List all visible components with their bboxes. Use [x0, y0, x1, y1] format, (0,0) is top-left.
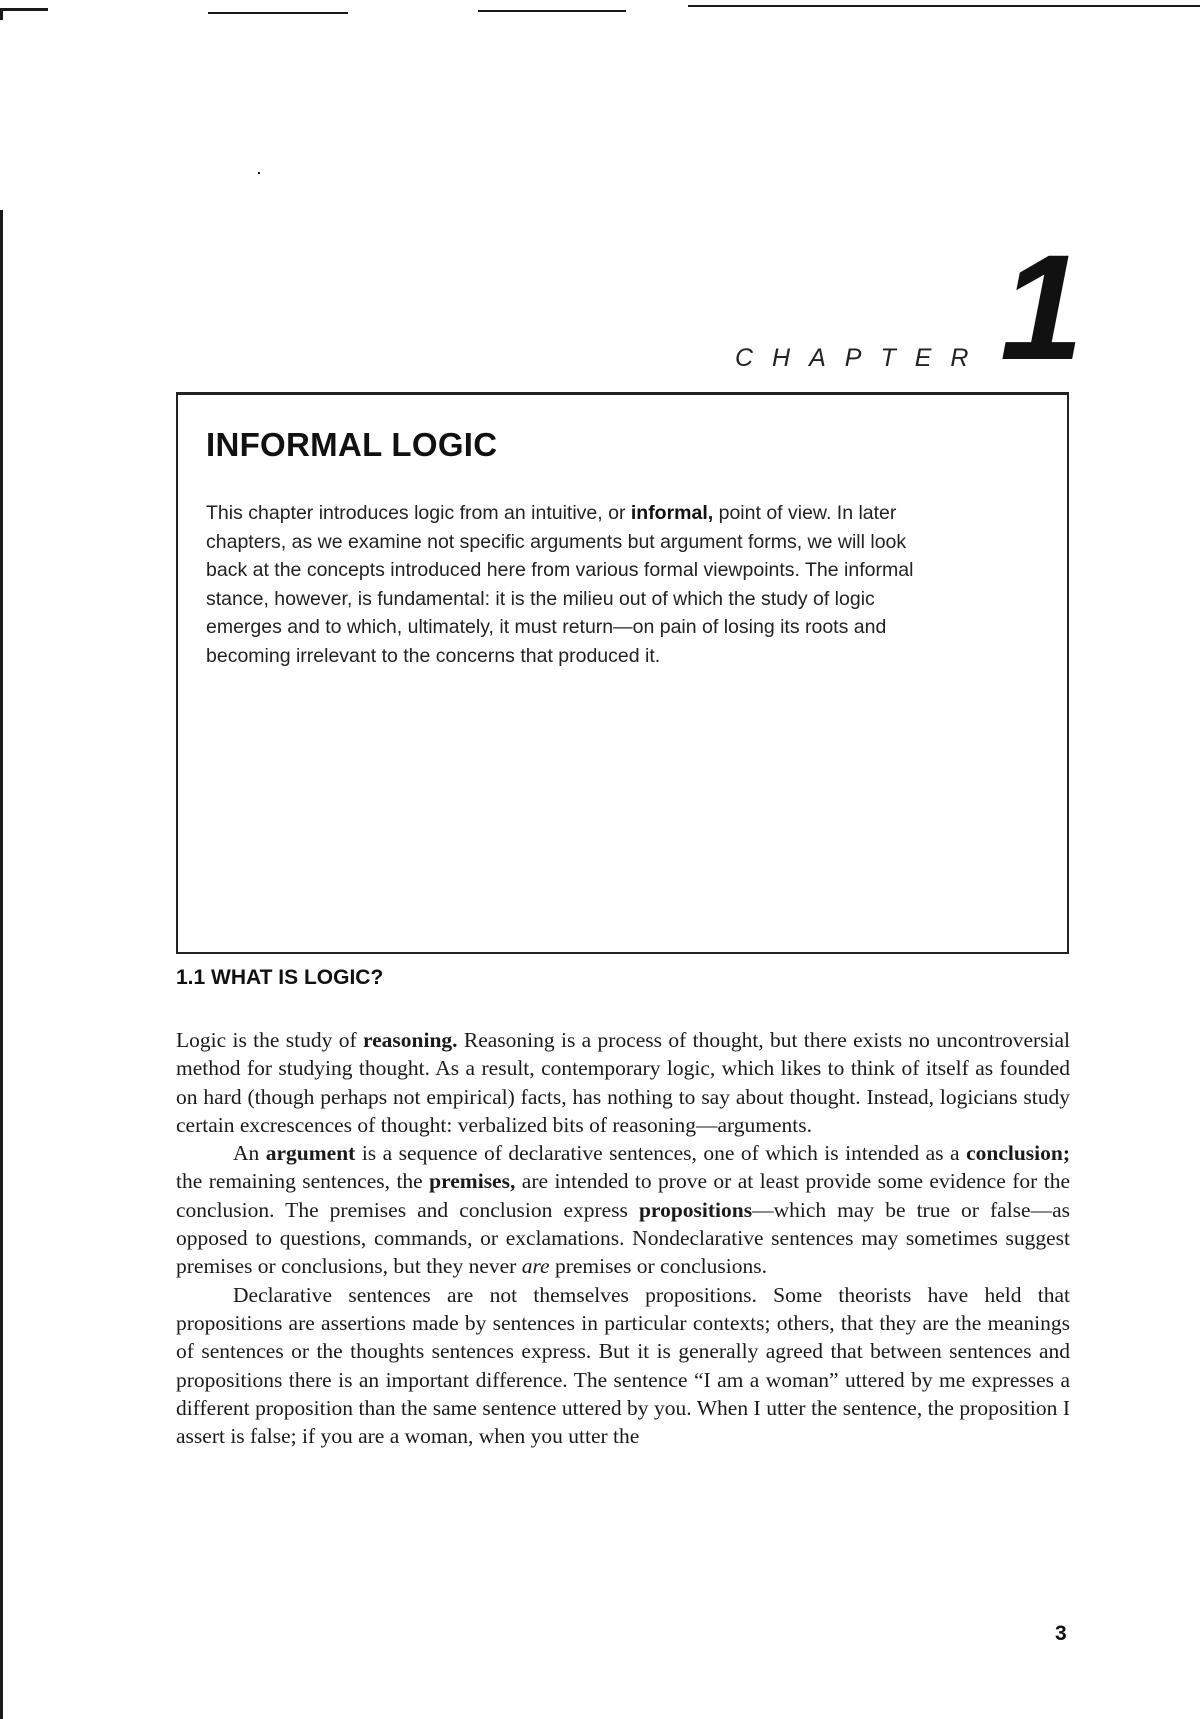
section-body — [176, 1026, 1070, 1450]
scan-artifact-line — [0, 8, 3, 20]
page-number: 3 — [1055, 1622, 1067, 1645]
body-paragraph: Declarative sentences are not themselves propositions. Some theorists have held that propositions are assertions made by sentences in particular contexts; others, that they are the meanings of sentences or the thoughts sentences express. But it is generally agreed that between sentences and propositions there is an important difference. The sentence “I am a woman” uttered by me expresses a different proposition than the same sentence uttered by you. When I utter the sentence, the proposition I assert is false; if you are a woman, when you utter the — [176, 1282, 1070, 1449]
scan-artifact-dot — [258, 172, 260, 174]
scan-artifact-line — [0, 210, 3, 1719]
scan-artifact-line — [0, 8, 48, 11]
scan-artifact-line — [688, 5, 1200, 7]
scan-artifact-line — [208, 12, 348, 14]
chapter-intro-box — [176, 392, 1069, 954]
scan-artifact-line — [478, 10, 626, 12]
section-heading: 1.1 WHAT IS LOGIC? — [176, 966, 384, 989]
chapter-number: 1 — [1000, 223, 1084, 391]
body-paragraph: Logic is the study of reasoning. Reasoning is a process of thought, but there exists no uncontroversial method for studying thought. As a result, contemporary logic, which likes to think of itself as founded on hard (though perhaps not empirical) facts, has nothing to say about thought. Instead, logicians study certain excrescences of thought: verbalized bits of reasoning—arguments. — [176, 1028, 1070, 1137]
chapter-title: INFORMAL LOGIC — [206, 426, 498, 463]
body-paragraph: An argument is a sequence of declarative sentences, one of which is intended as a conclusion; the remaining sentences, the premises, are intended to prove or at least provide some evidence for the conclusion. The premises and conclusion express propositions—which may be true or false—as opposed to questions, commands, or exclamations. Nondeclarative sentences may sometimes suggest premises or conclusions, but they never are premises or conclusions. — [176, 1141, 1071, 1279]
chapter-intro-text: This chapter introduces logic from an intuitive, or informal, point of view. In later chapters, as we examine not specific arguments but argument forms, we will look back at the concepts introduced here from various formal viewpoints. The informal stance, however, is fundamental: it is the milieu out of which the study of logic emerges and to which, ultimately, it must return—on pain of losing its roots and becoming irrelevant to the concerns that produced it. — [206, 502, 914, 667]
chapter-label: CHAPTER — [735, 344, 988, 372]
